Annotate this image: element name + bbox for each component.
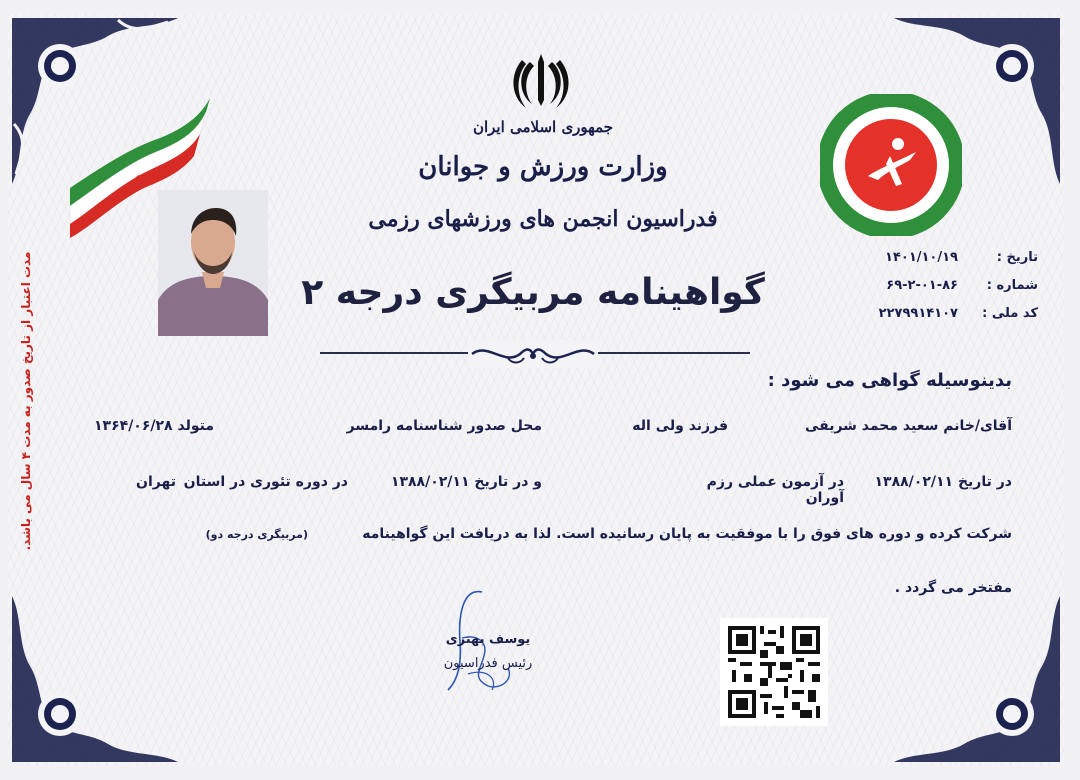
svg-text:Iran Martial Arts Associations: Iran Martial Arts Associations Federation — [838, 171, 945, 224]
date-value: ۱۴۰۱/۱۰/۱۹ — [885, 250, 958, 265]
father-name: فرزند ولی اله — [632, 418, 728, 434]
federation-heading: فدراسیون انجمن های ورزشهای رزمی — [368, 206, 718, 232]
completion-text: شرکت کرده و دوره های فوق را با موفقیت به پایان رسانیده است. لذا به دریافت این گواهینامه — [362, 526, 1012, 542]
qr-code-icon — [720, 618, 828, 726]
portrait-photo — [158, 190, 268, 336]
corner-ornament-bottom-left — [8, 586, 188, 766]
theory-course-name: در دوره تئوری در استان — [183, 474, 348, 490]
certificate-title: گواهینامه مربیگری درجه ۲ — [301, 272, 765, 313]
honor-text: مفتخر می گردد . — [894, 580, 1012, 596]
national-id-value: ۲۲۷۹۹۱۴۱۰۷ — [878, 306, 958, 321]
date-label: تاریخ : — [996, 250, 1038, 265]
validity-note-text: مدت اعتبار از تاریخ صدور به مدت ۴ سال می باشد. — [19, 251, 33, 551]
ministry-heading: وزارت ورزش و جوانان — [418, 152, 668, 182]
issue-place: محل صدور شناسنامه رامسر — [346, 418, 542, 434]
ornament-icon — [468, 340, 598, 368]
practical-exam-date: در تاریخ ۱۳۸۸/۰۲/۱۱ — [874, 474, 1012, 490]
iran-emblem-icon — [508, 50, 574, 114]
certificate — [8, 14, 1064, 766]
birth-date: متولد ۱۳۶۴/۰۶/۲۸ — [94, 418, 214, 434]
number-value: ۶۹-۲-۰۱-۸۶ — [886, 278, 958, 293]
federation-logo-icon — [820, 94, 962, 236]
holder-name: آقای/خانم سعید محمد شریفی — [804, 418, 1012, 434]
practical-exam-name: در آزمون عملی رزم آوران — [706, 474, 844, 506]
national-id-label: کد ملی : — [982, 306, 1038, 321]
validity-side-note — [6, 244, 46, 564]
province-name: تهران — [136, 474, 176, 490]
number-label: شماره : — [986, 278, 1038, 293]
theory-course-date: و در تاریخ ۱۳۸۸/۰۲/۱۱ — [390, 474, 542, 490]
intro-text: بدینوسیله گواهی می شود : — [767, 370, 1012, 391]
certificate-grade-note: (مربیگری درجه دو) — [205, 528, 308, 541]
corner-ornament-bottom-right — [884, 586, 1064, 766]
qr-code — [720, 618, 828, 726]
signer-name: یوسف بهتری — [445, 632, 531, 647]
republic-heading: جمهوری اسلامی ایران — [472, 118, 614, 136]
person-portrait-icon — [158, 190, 268, 336]
signer-role: رئیس فدراسیون — [443, 656, 533, 671]
